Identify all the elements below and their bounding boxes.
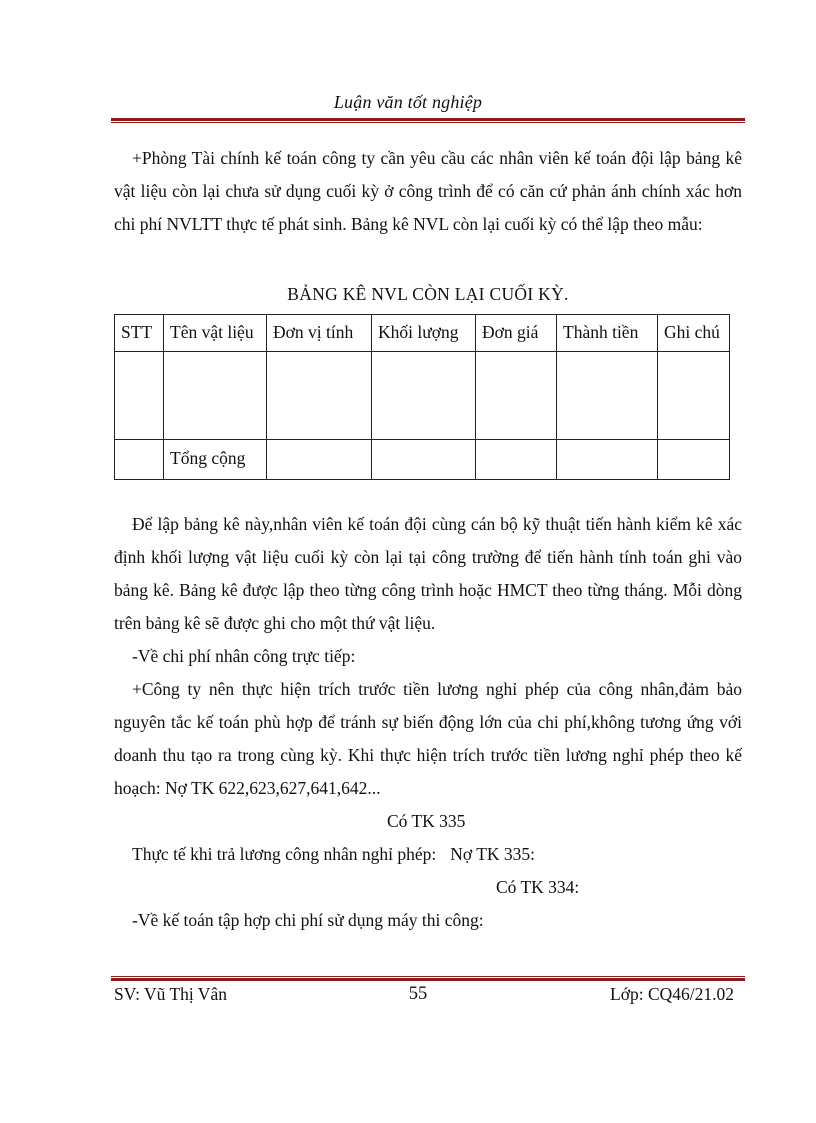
table-cell (658, 440, 730, 480)
formula-thuc-te-tra-luong (132, 838, 535, 871)
table-cell (658, 352, 730, 440)
footer-student-name: SV: Vũ Thị Vân (114, 984, 227, 1004)
footer-class: Lớp: CQ46/21.02 (610, 984, 734, 1004)
table-cell (372, 440, 476, 480)
column-header-thanh-tien: Thành tiền (557, 315, 658, 352)
column-header-stt: STT (115, 315, 164, 352)
paragraph-may-thi-cong: -Về kế toán tập hợp chi phí sử dụng máy thi công: (132, 910, 484, 930)
footer-divider (111, 976, 745, 981)
table-cell (372, 352, 476, 440)
table-title: BẢNG KÊ NVL CÒN LẠI CUỐI KỲ. (287, 284, 569, 304)
column-header-don-vi-tinh: Đơn vị tính (267, 315, 372, 352)
formula-co-tk-335: Có TK 335 (387, 811, 466, 831)
header-divider (111, 118, 745, 123)
formula-co-tk-334: Có TK 334: (496, 877, 580, 897)
table-cell (476, 440, 557, 480)
table-cell (115, 352, 164, 440)
column-header-khoi-luong: Khối lượng (372, 315, 476, 352)
total-label: Tổng cộng (164, 440, 267, 480)
column-header-ghi-chu: Ghi chú (658, 315, 730, 352)
table-cell (267, 352, 372, 440)
table-cell (267, 440, 372, 480)
table-row-total (115, 440, 730, 480)
formula-label: Thực tế khi trả lương công nhân nghỉ phép: (132, 844, 437, 864)
paragraph-trich-truoc-tien-luong: +Công ty nên thực hiện trích trước tiền lương nghỉ phép của công nhân,đảm bảo nguyên tắc kế toán phù hợp để tránh sự biến động lớn của chi phí,không tương ứng với doanh thu tạo ra trong cùng kỳ. Khi thực hiện trích trước tiền lương nghỉ phép theo kế hoạch: Nợ TK 622,623,627,641,642... (114, 679, 742, 798)
formula-no-tk-335: Nợ TK 335: (450, 844, 536, 864)
table-header-row (115, 315, 730, 352)
column-header-don-gia: Đơn giá (476, 315, 557, 352)
nvl-inventory-table (114, 314, 730, 480)
footer-page-number: 55 (408, 984, 428, 1004)
table-cell (557, 352, 658, 440)
table-row-empty (115, 352, 730, 440)
paragraph-chi-phi-nhan-cong: -Về chi phí nhân công trực tiếp: (132, 646, 356, 666)
paragraph-phong-tai-chinh: +Phòng Tài chính kế toán công ty cần yêu cầu các nhân viên kế toán đội lập bảng kê vật liệu còn lại chưa sử dụng cuối kỳ ở công trình để có căn cứ phản ánh chính xác hơn chi phí NVLTT thực tế phát sinh. Bảng kê NVL còn lại cuối kỳ có thể lập theo mẫu: (114, 148, 742, 234)
table-cell (476, 352, 557, 440)
table-cell (164, 352, 267, 440)
table-cell (115, 440, 164, 480)
page-header-title: Luận văn tốt nghiệp (333, 92, 483, 112)
column-header-ten-vat-lieu: Tên vật liệu (164, 315, 267, 352)
paragraph-de-lap-bang-ke: Để lập bảng kê này,nhân viên kế toán đội cùng cán bộ kỹ thuật tiến hành kiểm kê xác định khối lượng vật liệu cuối kỳ còn lại tại công trường để tiến hành tính toán ghi vào bảng kê. Bảng kê được lập theo từng công trình hoặc HMCT theo từng tháng. Mỗi dòng trên bảng kê sẽ được ghi cho một thứ vật liệu. (114, 514, 742, 633)
table-cell (557, 440, 658, 480)
